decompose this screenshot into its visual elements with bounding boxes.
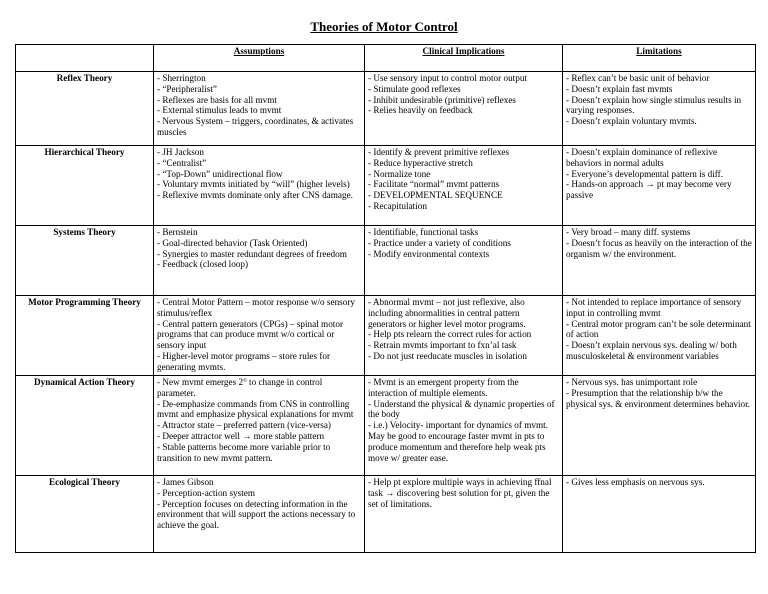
clinical-item: - Mvmt is an emergent property from the interaction of multiple elements. xyxy=(368,377,519,398)
limitations-item: - Very broad – many diff. systems xyxy=(566,227,691,237)
table-row xyxy=(16,226,756,296)
clinical-item: - Understand the physical & dynamic properties of the body xyxy=(368,398,555,420)
assumptions-cell xyxy=(154,296,365,376)
clinical-cell xyxy=(365,476,563,553)
clinical-cell xyxy=(365,146,563,226)
clinical-cell xyxy=(365,376,563,476)
limitations-item: - Doesn’t explain voluntary mvmts. xyxy=(566,116,697,127)
limitations-cell xyxy=(563,146,756,226)
clinical-item: - Modify environmental contexts xyxy=(368,248,490,259)
assumptions-item: - Feedback (closed loop) xyxy=(157,259,249,270)
assumptions-item: - New mvmt emerges 2° to change in control parameter. xyxy=(157,377,323,398)
table-row xyxy=(16,146,756,226)
assumptions-item: - Voluntary mvmts initiated by “will” (higher levels) xyxy=(157,179,350,190)
limitations-cell xyxy=(563,476,756,553)
clinical-item: - Inhibit undesirable (primitive) reflexes xyxy=(368,94,516,105)
limitations-cell xyxy=(563,296,756,376)
theory-name: Hierarchical Theory xyxy=(16,146,154,226)
assumptions-item: - Central pattern generators (CPGs) – spinal motor programs that can produce mvmt w/o cortical or sensory input xyxy=(157,318,344,351)
theory-name: Systems Theory xyxy=(16,226,154,296)
theory-name: Ecological Theory xyxy=(16,476,154,553)
clinical-item: - Do not just reeducate muscles in isolation xyxy=(368,350,527,361)
clinical-item: - Identify & prevent primitive reflexes xyxy=(368,147,510,157)
limitations-item: - Doesn’t explain dominance of reflexive behaviors in normal adults xyxy=(566,147,718,168)
assumptions-item: - Perception focuses on detecting information in the environment that will support the actions necessary to achieve the goal. xyxy=(157,498,356,531)
limitations-item: - Doesn’t explain fast mvmts xyxy=(566,83,673,94)
table-row xyxy=(16,296,756,376)
limitations-item: - Gives less emphasis on nervous sys. xyxy=(566,477,705,487)
clinical-item: - Recapitulation xyxy=(368,200,427,211)
clinical-item: - Reduce hyperactive stretch xyxy=(368,157,473,168)
assumptions-cell xyxy=(154,72,365,146)
limitations-item: - Reflex can’t be basic unit of behavior xyxy=(566,73,710,83)
limitations-cell xyxy=(563,72,756,146)
clinical-item: - Relies heavily on feedback xyxy=(368,105,473,116)
assumptions-item: - Stable patterns become more variable prior to transition to new mvmt pattern. xyxy=(157,441,331,463)
assumptions-item: - Goal-directed behavior (Task Oriented) xyxy=(157,237,308,248)
clinical-item: - Help pts relearn the correct rules for action xyxy=(368,329,532,340)
limitations-item: - Not intended to replace importance of sensory input in controlling mvmt xyxy=(566,297,742,318)
assumptions-cell xyxy=(154,146,365,226)
clinical-item: - DEVELOPMENTAL SEQUENCE xyxy=(368,190,503,201)
header-limitations: Limitations xyxy=(563,45,756,72)
document-title: Theories of Motor Control xyxy=(310,19,458,34)
clinical-item: - Help pt explore multiple ways in achieving ffnal task → discovering best solution for pt, given the set of limitations. xyxy=(368,477,552,509)
assumptions-item: - External stimulus leads to mvmt xyxy=(157,105,282,116)
assumptions-cell xyxy=(154,226,365,296)
assumptions-item: - De-emphasize commands from CNS in controlling mvmt and emphasize physical explanations for mvmt xyxy=(157,398,354,420)
assumptions-cell xyxy=(154,476,365,553)
limitations-item: - Nervous sys. has unimportant role xyxy=(566,377,698,387)
clinical-cell xyxy=(365,296,563,376)
header-clinical-implications: Clinical Implications xyxy=(365,45,563,72)
assumptions-item: - Reflexes are basis for all mvmt xyxy=(157,94,277,105)
assumptions-item: - Attractor state – preferred pattern (vice-versa) xyxy=(157,420,331,431)
assumptions-cell xyxy=(154,376,365,476)
assumptions-item: - Bernstein xyxy=(157,227,198,237)
assumptions-item: - Deeper attractor well → more stable pattern xyxy=(157,430,325,441)
assumptions-item: - Synergies to master redundant degrees of freedom xyxy=(157,248,347,259)
assumptions-item: - Sherrington xyxy=(157,73,206,83)
clinical-item: - Identifiable, functional tasks xyxy=(368,227,479,237)
assumptions-item: - “Top-Down” unidirectional flow xyxy=(157,168,283,179)
limitations-item: - Doesn’t explain nervous sys. dealing w/ both musculoskeletal & environment variables xyxy=(566,340,737,361)
table-row xyxy=(16,476,756,553)
assumptions-item: - “Peripheralist” xyxy=(157,83,217,94)
header-assumptions: Assumptions xyxy=(154,45,365,72)
assumptions-item: - Reflexive mvmts dominate only after CNS damage. xyxy=(157,190,353,201)
clinical-item: - Retrain mvmts important to fxn’al task xyxy=(368,340,517,351)
limitations-item: - Central motor program can’t be sole determinant of action xyxy=(566,318,751,340)
limitations-cell xyxy=(563,376,756,476)
limitations-item: - Hands-on approach → pt may become very passive xyxy=(566,179,732,201)
clinical-item: - Abnormal mvmt – not just reflexive, also including abnormalities in central pattern generators or higher level motor programs. xyxy=(368,297,526,329)
assumptions-item: - Central Motor Pattern – motor response w/o sensory stimulus/reflex xyxy=(157,297,356,318)
clinical-item: - i.e.) Velocity- important for dynamics of mvmt. May be good to encourage faster mvmt in pts to produce momentum and therefore help weak pts move w/ greater ease. xyxy=(368,420,548,463)
header-row xyxy=(16,45,756,72)
assumptions-item: - JH Jackson xyxy=(157,147,204,157)
theory-name: Motor Programming Theory xyxy=(16,296,154,376)
assumptions-item: - Perception-action system xyxy=(157,487,255,498)
table-row xyxy=(16,376,756,476)
clinical-cell xyxy=(365,226,563,296)
clinical-item: - Practice under a variety of conditions xyxy=(368,237,511,248)
assumptions-item: - James Gibson xyxy=(157,477,214,487)
clinical-cell xyxy=(365,72,563,146)
limitations-item: - Everyone’s developmental pattern is diff. xyxy=(566,168,723,179)
theories-table xyxy=(15,44,756,553)
theory-name: Dynamical Action Theory xyxy=(16,376,154,476)
clinical-item: - Facilitate “normal” mvmt patterns xyxy=(368,179,500,190)
limitations-item: - Doesn’t focus as heavily on the interaction of the organism w/ the environment. xyxy=(566,237,752,259)
assumptions-item: - Nervous System – triggers, coordinates, & activates muscles xyxy=(157,116,354,137)
clinical-item: - Normalize tone xyxy=(368,168,431,179)
limitations-item: - Doesn’t explain how single stimulus results in varying responses. xyxy=(566,94,742,116)
clinical-item: - Stimulate good reflexes xyxy=(368,83,461,94)
clinical-item: - Use sensory input to control motor output xyxy=(368,73,527,83)
table-row xyxy=(16,72,756,146)
assumptions-item: - Higher-level motor programs – store rules for generating mvmts. xyxy=(157,350,331,372)
limitations-item: - Presumption that the relationship b/w the physical sys. & environment determines behavior. xyxy=(566,387,750,409)
limitations-cell xyxy=(563,226,756,296)
assumptions-item: - “Centralist” xyxy=(157,157,207,168)
theory-name: Reflex Theory xyxy=(16,72,154,146)
header-blank xyxy=(16,45,154,72)
